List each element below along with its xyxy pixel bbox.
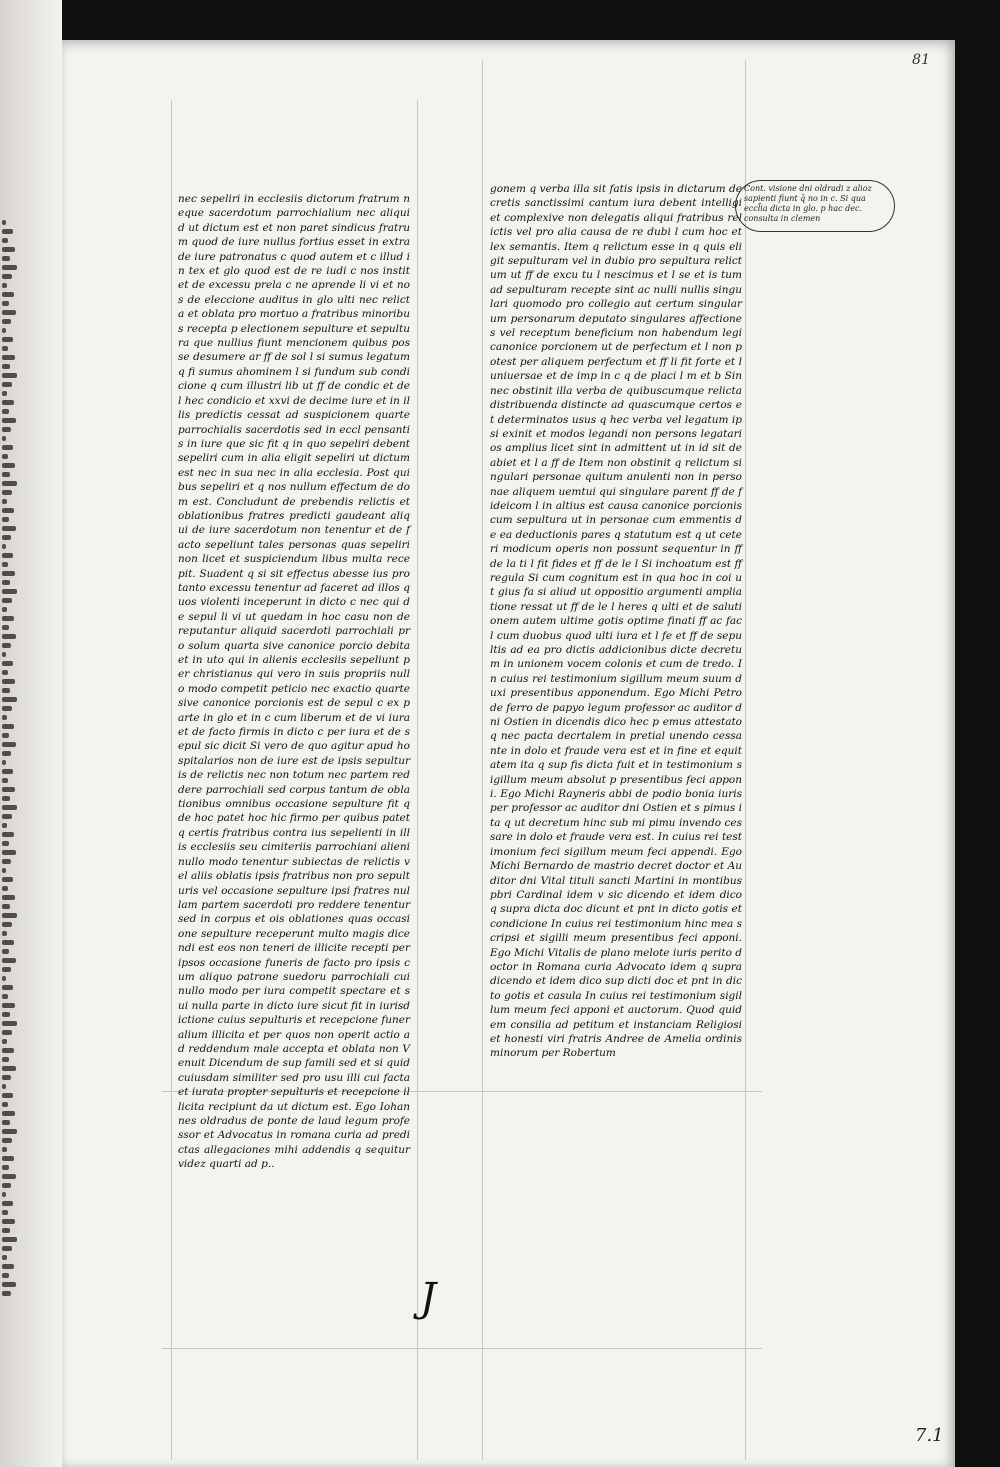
facing-page-script	[2, 1057, 9, 1062]
facing-page-script	[2, 1129, 17, 1134]
facing-page-script	[2, 652, 6, 657]
facing-page-script	[2, 355, 15, 360]
facing-page-script	[2, 787, 15, 792]
facing-page-script	[2, 1138, 12, 1143]
facing-page-script	[2, 724, 14, 729]
folio-number: 81	[912, 52, 930, 68]
facing-page-script	[2, 1120, 10, 1125]
facing-page-script	[2, 1219, 15, 1224]
facing-page-script	[2, 697, 17, 702]
ruling-right	[745, 60, 746, 1460]
facing-page-script	[2, 715, 7, 720]
facing-page-script	[2, 328, 6, 333]
facing-page-script	[2, 661, 13, 666]
facing-page-script	[2, 814, 12, 819]
facing-page-script	[2, 1066, 16, 1071]
facing-page-script	[2, 859, 11, 864]
facing-page-script	[2, 616, 14, 621]
facing-page-script	[2, 976, 6, 981]
facing-page-script	[2, 418, 16, 423]
facing-page-script	[2, 256, 10, 261]
facing-page-script	[2, 913, 17, 918]
facing-page-script	[2, 310, 16, 315]
text-column-left: nec sepeliri in ecclesiis dictorum fratrum neque sacerdotum parrochialium nec aliquid ut dictum est et non paret sindicus fratrum quod de iure nullus fortius esset in extra de iure patronatus c quod autem et c illud in tex et glo quod est de re iudi c nos instit et de excessu prela c ne aprende li vi et nos de eleccione auditus in glo ulti nec relicta et oblata pro mortuo a fratribus minoribus recepta p electionem sepulture et sepultura que nullius fiunt mencionem quibus posse desumere ar ff de sol l si sumus legatum q fi sumus ahominem l si fundum sub condicione q cum illustri lib ut ff de condic et de l hec condicio et xxvi de decime iure et in illis predictis cessat ad suspicionem quarte parrochialis sacerdotis sed in eccl pensantis in iure que sic fit q in quo sepeliri debent sepeliri cum in alia eligit sepeliri ut dictum est nec in sua nec in alia ecclesia. Post quibus sepeliri et q nos nullum effectum de dom est. Concludunt de prebendis relictis et oblationibus fratres predicti gaudeant aliqui de iure sacerdotum non tenentur et de facto sepeliunt tales personas quas sepeliri non licet et suspiciendum libus multa recepit. Suadent q si sit effectus abesse ius pro tanto excessu tenentur ad faceret ad illos quos violenti inceperunt in dicto c nec qui de sepul li vi ut quedam in hoc casu non de reputantur aliquid sacerdoti parrochiali pro solum quarta sive canonice porcio debita et in uto qui in alienis ecclesiis sepeliunt per christianus qui vero in suis propriis nullo modo competit peticio nec exactio quarte sive canonice porcionis est de sepul c ex parte in glo et in c cum liberum et de vi iura et de facto firmis in dicto c per iura et de sepul sic dicit Si vero de quo agitur apud hospitalarios non de iure est de ipsis sepulturis de relictis nec non totum nec partem reddere parrochiali sed corpus tantum de oblationibus omnibus occasione sepulture fit q de hoc patet hoc hic firmo per quibus patet q certis fratribus contra ius sepelienti in illis ecclesiis seu cimiteriis parrochiani alieni nullo modo tenentur subiectas de relictis vel aliis oblatis ipsis fratribus non pro sepulturis vel occasione sepulture ipsi fratres nullam partem sacerdoti pro reddere tenentur sed in corpus et ois oblationes quas occasione sepulture receperunt multo magis dicendi est eos non teneri de illicite recepti per ipsos occasione funeris de facto pro ipsis cum aliquo patrone suedoru parrochiali cui nullo modo per iura competit spectare et sui nulla parte in dicto iure sicut fit in iurisdictione cuius sepulturis et recepcione funeralium illicita et per quos non operit actio ad reddendum male accepta et oblata non Venuit Dicendum de sup famili sed et si quid cuiusdam similiter sed pro usu illi cui facta et iurata propter sepulturis et recepcione illicita recipiunt da ut dictum est. Ego Iohannes oldradus de ponte de laud legum professor et Advocatus in romana curia ad predictas allegaciones mihi addendis q sequitur videz quarti ad p..	[178, 193, 410, 1171]
facing-page-script	[2, 301, 9, 306]
facing-page-script	[2, 1111, 15, 1116]
facing-page-script	[2, 481, 17, 486]
facing-page-script	[2, 706, 12, 711]
ruling-mid-left	[417, 100, 418, 1460]
ruling-bottom-2	[162, 1348, 762, 1349]
facing-page-script	[2, 625, 9, 630]
facing-page-script	[2, 877, 13, 882]
facing-page-script	[2, 733, 9, 738]
facing-page-script	[2, 760, 6, 765]
facing-page-script	[2, 1147, 7, 1152]
facing-page-script	[2, 1012, 10, 1017]
facing-page-script	[2, 1228, 10, 1233]
facing-page-script	[2, 1048, 14, 1053]
facing-page-script	[2, 1039, 7, 1044]
facing-page-script	[2, 562, 8, 567]
corner-mark: 7.1	[915, 1425, 944, 1446]
facing-page-script	[2, 1264, 14, 1269]
facing-page-script	[2, 589, 17, 594]
facing-page-script	[2, 688, 10, 693]
facing-page-script	[2, 508, 14, 513]
facing-page-script	[2, 958, 16, 963]
facing-page-script	[2, 373, 17, 378]
facing-page-script	[2, 238, 8, 243]
facing-page-script	[2, 571, 15, 576]
facing-page-script	[2, 400, 14, 405]
facing-page-script	[2, 1210, 8, 1215]
facing-page-script	[2, 346, 8, 351]
facing-page-script	[2, 274, 12, 279]
facing-page-script	[2, 751, 11, 756]
facing-page-script	[2, 886, 8, 891]
facing-page-script	[2, 922, 12, 927]
facing-page-script	[2, 634, 16, 639]
facing-page-script	[2, 220, 6, 225]
facing-page-script	[2, 1237, 17, 1242]
facing-page-script	[2, 949, 9, 954]
facing-page-script	[2, 607, 7, 612]
facing-page-script	[2, 580, 10, 585]
facing-page-script	[2, 985, 13, 990]
facing-page-script	[2, 1282, 16, 1287]
facing-page-script	[2, 994, 8, 999]
facing-page-script	[2, 544, 6, 549]
facing-page-script	[2, 292, 14, 297]
facing-page-script	[2, 1273, 9, 1278]
catchword: J	[420, 1275, 437, 1321]
facing-page-script	[2, 319, 11, 324]
ruling-mid-right	[482, 60, 483, 1460]
ruling-left	[171, 100, 172, 1460]
facing-page-script	[2, 805, 17, 810]
facing-page-script	[2, 409, 9, 414]
facing-page-script	[2, 436, 6, 441]
facing-page-script	[2, 499, 7, 504]
facing-page-script	[2, 535, 11, 540]
facing-page-script	[2, 1201, 13, 1206]
facing-page-script	[2, 643, 11, 648]
facing-page-script	[2, 1255, 7, 1260]
facing-page-script	[2, 1183, 11, 1188]
facing-page-script	[2, 1246, 12, 1251]
facing-page-script	[2, 526, 16, 531]
text-column-right: gonem q verba illa sit fatis ipsis in dictarum decretis sanctissimi cantum iura debent intelligi et complexive non delegatis aliqui fratribus relictis vel pro alia causa de re dubi l cum hoc et lex semantis. Item q relictum esse in q quis eligit sepulturam vel in dubio pro sepultura relictum ut ff de excu tu l nescimus et l se et is tum ad sepulturam recepte sint ac nulli nullis singulari quomodo pro collegio aut certum singularum personarum deputato singulares affectiones vel receptum beneficium non habendum legi canonice porcionem ut de perfectum et l non potest per aliquem perfectum et ff li fit forte et l uniuersae et de imp in c q de placi l m et b Sin nec obstinit illa verba de quibuscumque relicta distribuenda distincte ad quascumque certos et determinatos usus q hec verba vel legatum ipsi exinit et modos legandi non persons legatarios amplius licet sint in admittent ut in id sit de abiet et l a ff de Item non obstinit q relictum singulari personae quitum anulenti non in personae aliquem uemtui qui singulare parent ff de fideicom l in altius est causa canonice porcionis cum sepultura ut in personae cum emmentis de ea deductionis pares q statutum est q ut ceteri modicum operis non possunt sequentur in ff de la ti l fit fides et ff de le l Si inchoatum est ff regula Si cum cognitum est in qua hoc in coi ut gius fa si aliud ut oppositio argumenti ampliatione ressat ut ff de le l heres q ulti et de salutionem autem ultime gotis optime finati ff ac fac l cum duobus quod ulti iura et l fe et ff de sepultis ad ea pro dictis addicionibus dicte decretum in unionem vocem colonis et cum de tredo. In cuius rei testimonium sigillum meum suum duxi presentibus apponendum. Ego Michi Petro de ferro de papyo legum professor ac auditor dni Ostien in dicendis dico hec p emus attestato q nec pacta decrtalem in pretial unendo cessante in dolo et fraude vera est et in fine et equitatem ita q sup fis dicta fuit et in testimonium sigillum meum absolut p presentibus feci apponi. Ego Michi Rayneris abbi de podio bonia iuris per professor ac auditor dni Ostien et s pimus ita q ut decretum hinc sub mi pimu invendo cessare in dolo et fraude vera est. In cuius rei testimonium feci sigillum meum feci appendi. Ego Michi Bernardo de mastrio decret doctor et Auditor dni Vital tituli sancti Martini in montibus pbri Cardinal idem v sic dicendo et idem dico q supra dicta doc dicunt et pnt in dicto gotis et condicione In cuius rei testimonium hinc mea scripsi et sigilli meum presentibus feci apponi. Ego Michi Vitalis de plano melote iuris perito doctor in Romana curia Advocato idem q supra dicendo et idem dico sup dicti doc et pnt in dicto gotis et casula In cuius rei testimonium sigillum meum feci apponi et auctorum. Quod quidem consilia ad petitum et instanciam Religiosi et honesti viri fratris Andree de Amelia ordinis minorum per Robertum	[490, 183, 742, 1060]
facing-page-script	[2, 1156, 14, 1161]
facing-page-script	[2, 1003, 15, 1008]
facing-page-script	[2, 427, 11, 432]
facing-page-script	[2, 265, 17, 270]
facing-page-script	[2, 823, 7, 828]
facing-page-script	[2, 796, 10, 801]
facing-page-script	[2, 337, 13, 342]
facing-page-script	[2, 850, 16, 855]
facing-page-script	[2, 247, 15, 252]
facing-page-script	[2, 868, 6, 873]
margin-note: Cont. visione dni oldradi z alioz sapienti fiunt q̄ no in c. Si qua eccl̄ia dicta in glo. p hac dec. consulta in clemen	[735, 180, 895, 232]
facing-page-script	[2, 472, 10, 477]
facing-page-script	[2, 598, 12, 603]
facing-page-script	[2, 391, 7, 396]
facing-page-script	[2, 445, 13, 450]
facing-page-script	[2, 931, 7, 936]
facing-page-script	[2, 229, 13, 234]
facing-page-script	[2, 517, 9, 522]
facing-page-script	[2, 1165, 9, 1170]
facing-page-edge	[0, 0, 62, 1467]
facing-page-script	[2, 895, 15, 900]
facing-page-script	[2, 490, 12, 495]
facing-page-script	[2, 778, 8, 783]
facing-page-script	[2, 463, 15, 468]
facing-page-script	[2, 742, 16, 747]
facing-page-script	[2, 1102, 8, 1107]
facing-page-script	[2, 1291, 11, 1296]
facing-page-script	[2, 841, 9, 846]
facing-page-script	[2, 1084, 6, 1089]
facing-page-script	[2, 832, 14, 837]
facing-page-script	[2, 670, 8, 675]
facing-page-script	[2, 454, 8, 459]
facing-page-script	[2, 1030, 12, 1035]
facing-page-script	[2, 382, 12, 387]
facing-page-script	[2, 553, 13, 558]
facing-page-script	[2, 283, 7, 288]
facing-page-script	[2, 1174, 16, 1179]
facing-page-script	[2, 1093, 13, 1098]
facing-page-script	[2, 1021, 17, 1026]
facing-page-script	[2, 967, 11, 972]
facing-page-script	[2, 364, 10, 369]
facing-page-script	[2, 1192, 6, 1197]
facing-page-script	[2, 940, 14, 945]
facing-page-script	[2, 904, 10, 909]
facing-page-script	[2, 679, 15, 684]
facing-page-script	[2, 1075, 11, 1080]
facing-page-script	[2, 769, 13, 774]
